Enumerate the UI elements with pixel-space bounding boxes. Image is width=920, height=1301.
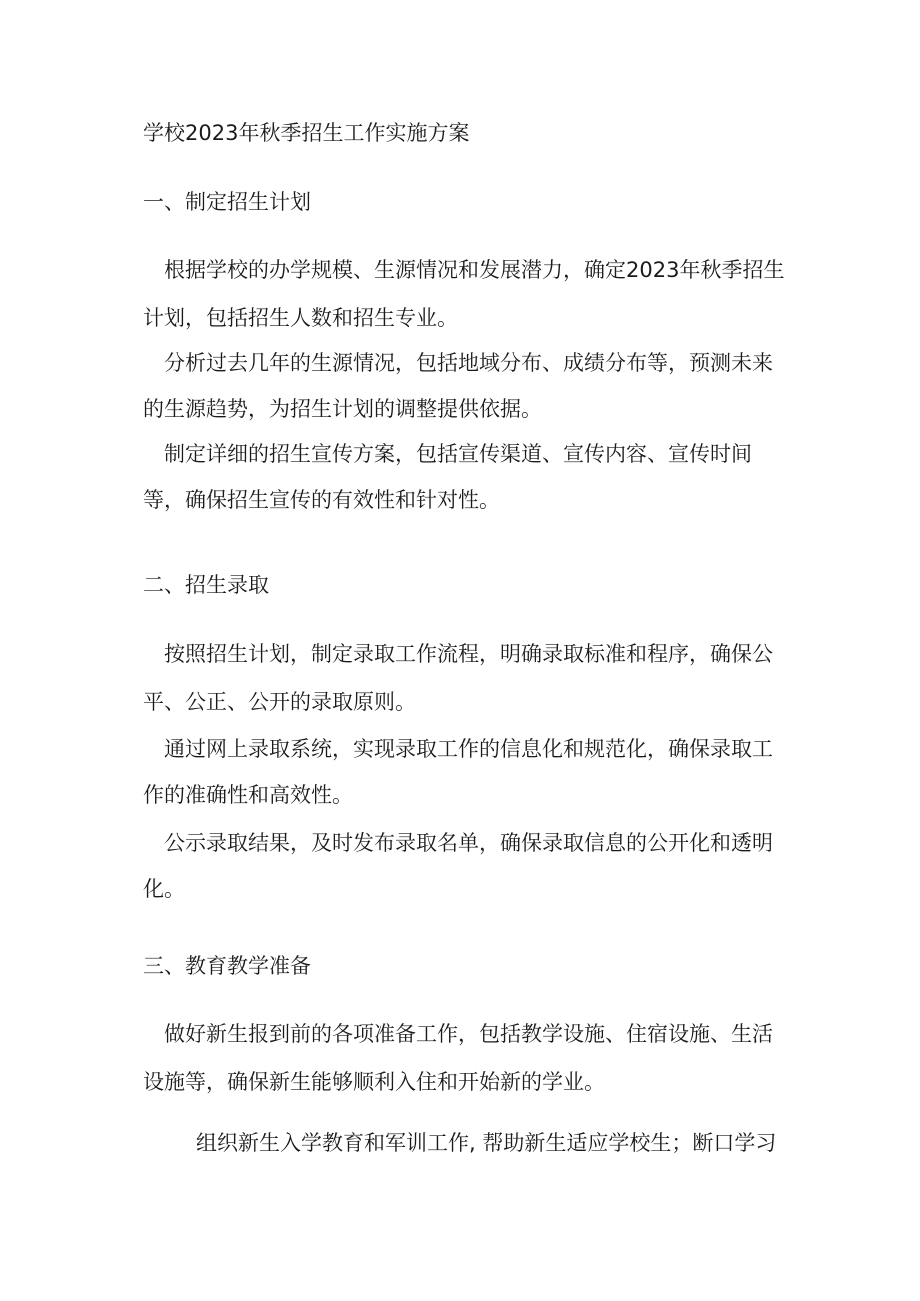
trailing-text-line: 组织新生入学教育和军训工作, 帮助新生适应学校生；断口学习 <box>196 1131 777 1155</box>
section-2-paragraph-3: 公示录取结果，及时发布录取名单，确保录取信息的公开化和透明化。 <box>143 831 773 901</box>
section-2-paragraph-1: 按照招生计划，制定录取工作流程，明确录取标准和程序，确保公平、公正、公开的录取原则。 <box>143 642 773 714</box>
section-1-paragraph-2: 分析过去几年的生源情况，包括地域分布、成绩分布等，预测未来的生源趋势，为招生计划的调整提供依据。 <box>143 351 773 421</box>
section-1-paragraph-1: 根据学校的办学规模、生源情况和发展潜力，确定2023年秋季招生计划，包括招生人数和招生专业。 <box>143 258 785 330</box>
section-1-paragraph-3: 制定详细的招生宣传方案，包括宣传渠道、宣传内容、宣传时间等，确保招生宣传的有效性和针对性。 <box>143 442 752 512</box>
section-heading-1: 一、制定招生计划 <box>143 190 311 214</box>
section-heading-3: 三、教育教学准备 <box>143 954 311 978</box>
section-heading-2: 二、招生录取 <box>143 573 269 597</box>
document-title: 学校2023年秋季招生工作实施方案 <box>143 121 470 145</box>
section-2-paragraph-2: 通过网上录取系统，实现录取工作的信息化和规范化，确保录取工作的准确性和高效性。 <box>143 737 773 807</box>
section-3-paragraph-1: 做好新生报到前的各项准备工作，包括教学设施、住宿设施、生活设施等，确保新生能够顺利入住和开始新的学业。 <box>143 1022 773 1094</box>
